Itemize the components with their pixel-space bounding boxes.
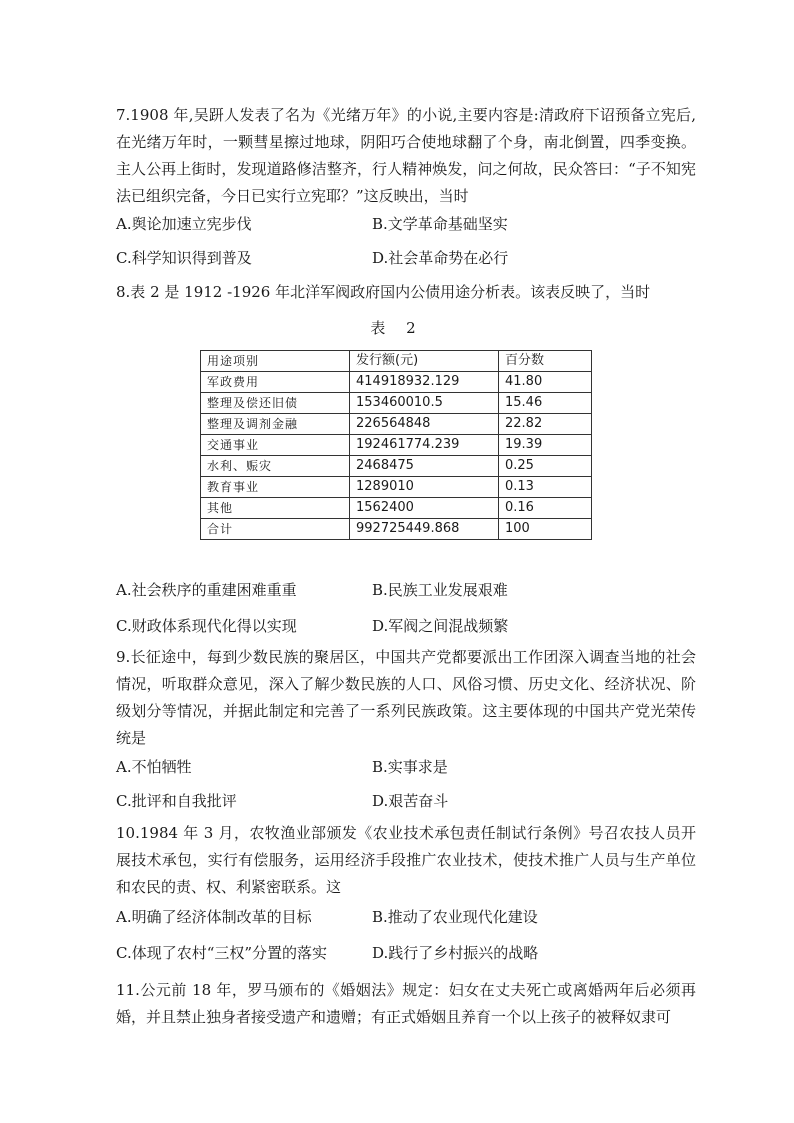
question-8-option-c: C.财政体系现代化得以实现 — [116, 617, 297, 635]
table-cell: 414918932.129 — [350, 372, 499, 393]
question-9-option-d: D.艰苦奋斗 — [372, 792, 449, 810]
table-cell: 22.82 — [499, 414, 592, 435]
bond-usage-table — [200, 350, 592, 540]
question-8-option-b: B.民族工业发展艰难 — [372, 581, 508, 599]
table-cell: 教育事业 — [201, 477, 350, 498]
table-row — [201, 435, 592, 456]
question-8-option-a: A.社会秩序的重建困难重重 — [116, 581, 297, 599]
table-cell: 0.13 — [499, 477, 592, 498]
question-7-option-c: C.科学知识得到普及 — [116, 249, 252, 267]
table-total-row — [201, 519, 592, 540]
question-7-option-b: B.文学革命基础坚实 — [372, 215, 508, 233]
table-cell: 整理及偿还旧债 — [201, 393, 350, 414]
question-11-text: 11.公元前 18 年，罗马颁布的《婚姻法》规定：妇女在丈夫死亡或离婚两年后必须再婚，并且禁止独身者接受遗产和遗赠；有正式婚姻且养育一个以上孩子的被释奴隶可 — [116, 981, 696, 1026]
table-cell: 41.80 — [499, 372, 592, 393]
table-row — [201, 456, 592, 477]
table-cell: 水利、赈灾 — [201, 456, 350, 477]
table-caption: 表 2 — [370, 319, 424, 337]
table-cell: 15.46 — [499, 393, 592, 414]
question-10-option-b: B.推动了农业现代化建设 — [372, 908, 538, 926]
table-cell: 2468475 — [350, 456, 499, 477]
table-cell: 合计 — [201, 519, 350, 540]
table-cell: 992725449.868 — [350, 519, 499, 540]
table-header-cell: 发行额(元) — [350, 351, 499, 372]
question-9-text: 9.长征途中，每到少数民族的聚居区，中国共产党都要派出工作团深入调查当地的社会情况，听取群众意见，深入了解少数民族的人口、风俗习惯、历史文化、经济状况、阶级划分等情况，并据此制定和完善了一系列民族政策。这主要体现的中国共产党光荣传统是 — [116, 648, 696, 747]
question-10-option-a: A.明确了经济体制改革的目标 — [116, 908, 312, 926]
table-cell: 1562400 — [350, 498, 499, 519]
table-row — [201, 498, 592, 519]
table-row — [201, 477, 592, 498]
question-10-option-c: C.体现了农村“三权”分置的落实 — [116, 944, 328, 962]
question-9-option-c: C.批评和自我批评 — [116, 792, 237, 810]
table-cell: 交通事业 — [201, 435, 350, 456]
table-row — [201, 414, 592, 435]
table-cell: 19.39 — [499, 435, 592, 456]
question-8-option-d: D.军阀之间混战频繁 — [372, 617, 509, 635]
question-10-option-d: D.践行了乡村振兴的战略 — [372, 944, 539, 962]
table-cell: 226564848 — [350, 414, 499, 435]
table-cell: 192461774.239 — [350, 435, 499, 456]
table-row — [201, 372, 592, 393]
question-8-text: 8.表 2 是 1912 -1926 年北洋军阀政府国内公债用途分析表。该表反映了，当时 — [116, 283, 651, 301]
question-7-option-d: D.社会革命势在必行 — [372, 249, 509, 267]
table-header-row — [201, 351, 592, 372]
table-cell: 0.25 — [499, 456, 592, 477]
table-cell: 其他 — [201, 498, 350, 519]
question-9-option-a: A.不怕牺牲 — [116, 758, 192, 776]
table-cell: 100 — [499, 519, 592, 540]
table-cell: 153460010.5 — [350, 393, 499, 414]
question-7-text: 7.1908 年,吴趼人发表了名为《光绪万年》的小说,主要内容是:清政府下诏预备立宪后,在光绪万年时，一颗彗星擦过地球，阴阳巧合使地球翻了个身，南北倒置，四季变换。主人公再上街时，发现道路修洁整齐，行人精神焕发，问之何故，民众答曰：“子不知宪法已组织完备，今日已实行立宪耶？”这反映出，当时 — [116, 106, 696, 205]
question-9-option-b: B.实事求是 — [372, 758, 448, 776]
table-cell: 整理及调剂金融 — [201, 414, 350, 435]
table-cell: 1289010 — [350, 477, 499, 498]
question-7-option-a: A.舆论加速立宪步伐 — [116, 215, 252, 233]
question-10-text: 10.1984 年 3 月，农牧渔业部颁发《农业技术承包责任制试行条例》号召农技人员开展技术承包，实行有偿服务，运用经济手段推广农业技术，使技术推广人员与生产单位和农民的责、权、利紧密联系。这 — [116, 824, 696, 896]
table-cell: 0.16 — [499, 498, 592, 519]
table-cell: 军政费用 — [201, 372, 350, 393]
table-header-cell: 用途项别 — [201, 351, 350, 372]
table-header-cell: 百分数 — [499, 351, 592, 372]
table-row — [201, 393, 592, 414]
